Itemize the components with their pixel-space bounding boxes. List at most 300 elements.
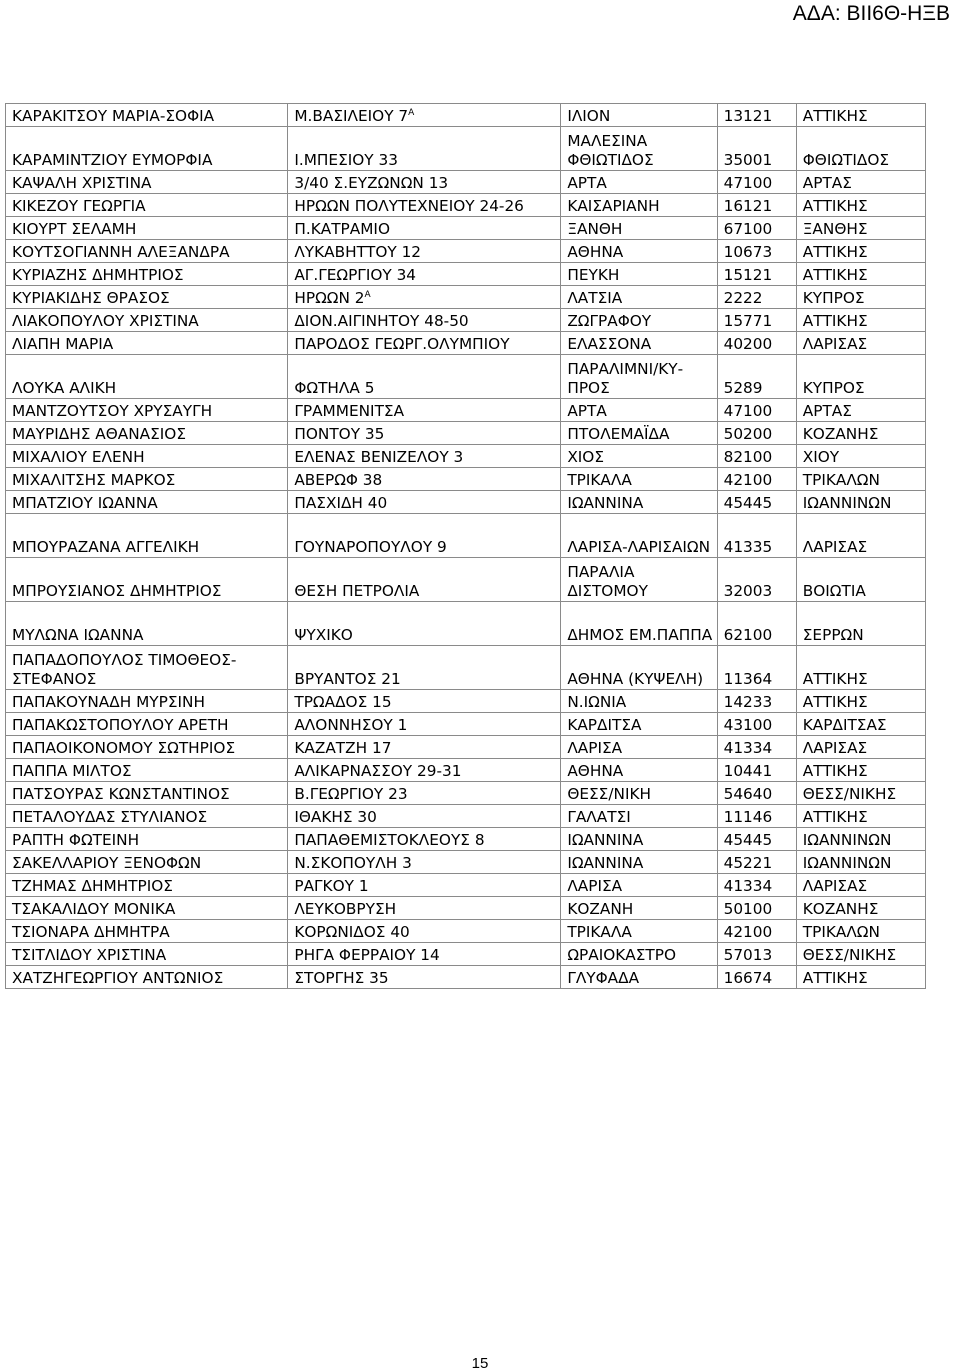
- name-cell: [6, 851, 288, 874]
- region-cell-text: ΘΕΣΣ/ΝΙΚΗΣ: [802, 946, 897, 964]
- city-cell-text: ΠΤΟΛΕΜΑΪΔΑ: [567, 425, 670, 443]
- table-row: [6, 736, 926, 759]
- zip-cell-text: 10673: [723, 243, 773, 261]
- region-cell-text: ΞΑΝΘΗΣ: [802, 220, 868, 238]
- name-cell-text: ΜΥΛΩΝΑ ΙΩΑΝΝΑ: [12, 626, 144, 644]
- address-cell: [288, 171, 561, 194]
- address-cell: [288, 104, 561, 127]
- region-cell-text: ΚΥΠΡΟΣ: [802, 289, 865, 307]
- table-row: [6, 558, 926, 602]
- region-cell-text: ΒΟΙΩΤΙΑ: [802, 582, 866, 600]
- region-cell: [796, 690, 925, 713]
- zip-cell: [717, 514, 796, 558]
- zip-cell: [717, 355, 796, 399]
- zip-cell-text: 15121: [723, 266, 773, 284]
- zip-cell-text: 42100: [723, 923, 773, 941]
- region-cell-text: ΛΑΡΙΣΑΣ: [802, 877, 868, 895]
- region-cell-text: ΤΡΙΚΑΛΩΝ: [802, 923, 880, 941]
- address-cell-text: Ι.ΜΠΕΣΙΟΥ 33: [294, 151, 398, 169]
- table-row: [6, 332, 926, 355]
- region-cell: [796, 920, 925, 943]
- address-cell: [288, 920, 561, 943]
- city-cell-text: ΚΑΙΣΑΡΙΑΝΗ: [567, 197, 660, 215]
- region-cell: [796, 874, 925, 897]
- address-cell-text: ΛΕΥΚΟΒΡΥΣΗ: [294, 900, 397, 918]
- city-cell: [561, 309, 717, 332]
- city-cell: [561, 240, 717, 263]
- table-row: [6, 713, 926, 736]
- region-cell: [796, 104, 925, 127]
- table-row: [6, 194, 926, 217]
- city-cell: [561, 736, 717, 759]
- city-cell-text: ΤΡΙΚΑΛΑ: [567, 471, 632, 489]
- city-cell: [561, 851, 717, 874]
- address-cell-text: ΓΟΥΝΑΡΟΠΟΥΛΟΥ 9: [294, 538, 447, 556]
- name-cell: [6, 943, 288, 966]
- name-cell-text: ΚΥΡΙΑΖΗΣ ΔΗΜΗΤΡΙΟΣ: [12, 266, 184, 284]
- table-row: [6, 445, 926, 468]
- address-cell-text: ΠΟΝΤΟΥ 35: [294, 425, 385, 443]
- region-cell-text: ΛΑΡΙΣΑΣ: [802, 335, 868, 353]
- table-row: [6, 514, 926, 558]
- zip-cell-text: 41334: [723, 877, 773, 895]
- region-cell-text: ΑΤΤΙΚΗΣ: [802, 243, 868, 261]
- zip-cell-text: 47100: [723, 402, 773, 420]
- address-cell-text: ΗΡΩΩΝ 2: [294, 289, 365, 307]
- name-cell: [6, 240, 288, 263]
- address-cell-text: ΑΒΕΡΩΦ 38: [294, 471, 383, 489]
- name-cell: [6, 263, 288, 286]
- address-cell-text: 3/40 Σ.ΕΥΖΩΝΩΝ 13: [294, 174, 449, 192]
- city-cell: [561, 104, 717, 127]
- zip-cell: [717, 194, 796, 217]
- address-cell: [288, 874, 561, 897]
- zip-cell-text: 41334: [723, 739, 773, 757]
- region-cell-text: ΑΤΤΙΚΗΣ: [802, 762, 868, 780]
- region-cell-text: ΑΤΤΙΚΗΣ: [802, 969, 868, 987]
- region-cell: [796, 966, 925, 989]
- roster-table: [5, 103, 926, 989]
- region-cell-text: ΙΩΑΝΝΙΝΩΝ: [802, 854, 892, 872]
- zip-cell-text: 45445: [723, 494, 773, 512]
- zip-cell: [717, 171, 796, 194]
- page-number: 15: [471, 1355, 489, 1372]
- zip-cell-text: 11146: [723, 808, 773, 826]
- region-cell-text: ΑΤΤΙΚΗΣ: [802, 670, 868, 688]
- zip-cell: [717, 263, 796, 286]
- name-cell: [6, 920, 288, 943]
- region-cell-text: ΙΩΑΝΝΙΝΩΝ: [802, 831, 892, 849]
- name-cell-text: ΛΙΑΚΟΠΟΥΛΟΥ ΧΡΙΣΤΙΝΑ: [12, 312, 199, 330]
- name-cell: [6, 399, 288, 422]
- city-cell: [561, 966, 717, 989]
- address-cell-text: ΣΤΟΡΓΗΣ 35: [294, 969, 389, 987]
- name-cell-text: ΠΑΠΑΔΟΠΟΥΛΟΣ ΤΙΜΟΘΕΟΣ-ΣΤΕΦΑΝΟΣ: [12, 651, 237, 688]
- name-cell: [6, 782, 288, 805]
- name-cell-text: ΚΑΡΑΚΙΤΣΟΥ ΜΑΡΙΑ-ΣΟΦΙΑ: [12, 107, 215, 125]
- table-row: [6, 897, 926, 920]
- name-cell: [6, 445, 288, 468]
- table-row: [6, 399, 926, 422]
- name-cell-text: ΠΑΠΑΚΩΣΤΟΠΟΥΛΟΥ ΑΡΕΤΗ: [12, 716, 229, 734]
- region-cell: [796, 759, 925, 782]
- name-cell: [6, 104, 288, 127]
- city-cell-text: ΕΛΑΣΣΟΝΑ: [567, 335, 652, 353]
- region-cell-text: ΛΑΡΙΣΑΣ: [802, 538, 868, 556]
- address-cell: [288, 422, 561, 445]
- region-cell: [796, 602, 925, 646]
- table-row: [6, 759, 926, 782]
- city-cell-text: ΚΑΡΔΙΤΣΑ: [567, 716, 642, 734]
- zip-cell: [717, 104, 796, 127]
- address-cell: [288, 355, 561, 399]
- zip-cell: [717, 445, 796, 468]
- zip-cell-text: 57013: [723, 946, 773, 964]
- region-cell: [796, 713, 925, 736]
- region-cell-text: ΑΡΤΑΣ: [802, 174, 852, 192]
- region-cell-text: ΙΩΑΝΝΙΝΩΝ: [802, 494, 892, 512]
- name-cell-text: ΠΕΤΑΛΟΥΔΑΣ ΣΤΥΛΙΑΝΟΣ: [12, 808, 208, 826]
- city-cell-text: ΙΩΑΝΝΙΝΑ: [567, 831, 644, 849]
- address-cell-text: Ν.ΣΚΟΠΟΥΛΗ 3: [294, 854, 412, 872]
- zip-cell-text: 14233: [723, 693, 773, 711]
- address-cell: [288, 782, 561, 805]
- city-cell-text: ΓΑΛΑΤΣΙ: [567, 808, 631, 826]
- name-cell-text: ΚΑΡΑΜΙΝΤΖΙΟΥ ΕΥΜΟΡΦΙΑ: [12, 151, 213, 169]
- name-cell-text: ΠΑΠΑΚΟΥΝΑΔΗ ΜΥΡΣΙΝΗ: [12, 693, 205, 711]
- city-cell-text: ΘΕΣΣ/ΝΙΚΗ: [567, 785, 651, 803]
- address-cell-text: ΑΛΙΚΑΡΝΑΣΣΟΥ 29-31: [294, 762, 462, 780]
- region-cell: [796, 468, 925, 491]
- region-cell-text: ΚΟΖΑΝΗΣ: [802, 900, 879, 918]
- region-cell: [796, 514, 925, 558]
- city-cell-text: ΞΑΝΘΗ: [567, 220, 623, 238]
- name-cell-text: ΠΑΤΣΟΥΡΑΣ ΚΩΝΣΤΑΝΤΙΝΟΣ: [12, 785, 230, 803]
- zip-cell-text: 43100: [723, 716, 773, 734]
- city-cell-text: ΛΑΡΙΣΑ: [567, 739, 623, 757]
- zip-cell: [717, 602, 796, 646]
- address-cell: [288, 514, 561, 558]
- city-cell: [561, 602, 717, 646]
- table-row: [6, 309, 926, 332]
- address-cell-text: ΘΕΣΗ ΠΕΤΡΟΛΙΑ: [294, 582, 420, 600]
- name-cell: [6, 558, 288, 602]
- region-cell: [796, 736, 925, 759]
- address-cell-text: ΔΙΟΝ.ΑΙΓΙΝΗΤΟΥ 48-50: [294, 312, 469, 330]
- table-row: [6, 920, 926, 943]
- city-cell-text: Ν.ΙΩΝΙΑ: [567, 693, 627, 711]
- address-cell-text: ΚΟΡΩΝΙΔΟΣ 40: [294, 923, 410, 941]
- city-cell: [561, 217, 717, 240]
- region-cell: [796, 286, 925, 309]
- region-cell: [796, 646, 925, 690]
- address-cell: [288, 127, 561, 171]
- city-cell: [561, 782, 717, 805]
- region-cell-text: ΑΤΤΙΚΗΣ: [802, 197, 868, 215]
- zip-cell: [717, 736, 796, 759]
- zip-cell-text: 16674: [723, 969, 773, 987]
- address-cell: [288, 309, 561, 332]
- city-cell-text: ΖΩΓΡΑΦΟΥ: [567, 312, 652, 330]
- address-cell: [288, 445, 561, 468]
- city-cell-text: ΔΗΜΟΣ ΕΜ.ΠΑΠΠΑ: [567, 626, 713, 644]
- city-cell-text: ΧΙΟΣ: [567, 448, 605, 466]
- address-cell: [288, 399, 561, 422]
- zip-cell: [717, 713, 796, 736]
- region-cell: [796, 828, 925, 851]
- name-cell-text: ΤΣΙΤΛΙΔΟΥ ΧΡΙΣΤΙΝΑ: [12, 946, 167, 964]
- region-cell: [796, 491, 925, 514]
- zip-cell-text: 54640: [723, 785, 773, 803]
- city-cell-text: ΛΑΡΙΣΑ-ΛΑΡΙΣΑΙΩΝ: [567, 538, 711, 556]
- region-cell: [796, 558, 925, 602]
- region-cell: [796, 782, 925, 805]
- zip-cell-text: 35001: [723, 151, 773, 169]
- region-cell: [796, 943, 925, 966]
- city-cell-text: ΙΛΙΟΝ: [567, 107, 611, 125]
- zip-cell-text: 47100: [723, 174, 773, 192]
- address-cell-text: ΒΡΥΑΝΤΟΣ 21: [294, 670, 401, 688]
- table-row: [6, 602, 926, 646]
- table-row: [6, 874, 926, 897]
- name-cell: [6, 332, 288, 355]
- city-cell-text: ΑΘΗΝΑ (ΚΥΨΕΛΗ): [567, 670, 704, 688]
- zip-cell-text: 10441: [723, 762, 773, 780]
- city-cell-text: ΑΡΤΑ: [567, 174, 607, 192]
- address-cell: [288, 602, 561, 646]
- region-cell: [796, 194, 925, 217]
- name-cell-text: ΤΣΙΟΝΑΡΑ ΔΗΜΗΤΡΑ: [12, 923, 170, 941]
- table-row: [6, 422, 926, 445]
- zip-cell: [717, 943, 796, 966]
- zip-cell: [717, 920, 796, 943]
- zip-cell-text: 50200: [723, 425, 773, 443]
- address-cell: [288, 690, 561, 713]
- zip-cell-text: 45445: [723, 831, 773, 849]
- name-cell-text: ΤΣΑΚΑΛΙΔΟΥ ΜΟΝΙΚΑ: [12, 900, 176, 918]
- address-cell: [288, 558, 561, 602]
- city-cell-text: ΓΛΥΦΑΔΑ: [567, 969, 640, 987]
- city-cell: [561, 355, 717, 399]
- name-cell: [6, 966, 288, 989]
- zip-cell-text: 45221: [723, 854, 773, 872]
- city-cell: [561, 759, 717, 782]
- city-cell: [561, 646, 717, 690]
- zip-cell: [717, 828, 796, 851]
- region-cell-text: ΑΤΤΙΚΗΣ: [802, 266, 868, 284]
- zip-cell-text: 11364: [723, 670, 773, 688]
- region-cell-text: ΧΙΟΥ: [802, 448, 840, 466]
- address-cell: [288, 828, 561, 851]
- name-cell-text: ΜΙΧΑΛΙΟΥ ΕΛΕΝΗ: [12, 448, 145, 466]
- name-cell-text: ΣΑΚΕΛΛΑΡΙΟΥ ΞΕΝΟΦΩΝ: [12, 854, 202, 872]
- table-row: [6, 263, 926, 286]
- region-cell: [796, 263, 925, 286]
- zip-cell-text: 2222: [723, 289, 763, 307]
- table-row: [6, 127, 926, 171]
- address-cell-text: ΠΑΡΟΔΟΣ ΓΕΩΡΓ.ΟΛΥΜΠΙΟΥ: [294, 335, 510, 353]
- address-cell: [288, 263, 561, 286]
- city-cell-text: ΛΑΤΣΙΑ: [567, 289, 623, 307]
- city-cell: [561, 399, 717, 422]
- city-cell-text: ΠΑΡΑΛΙΜΝΙ/ΚΥ-ΠΡΟΣ: [567, 360, 684, 397]
- name-cell: [6, 828, 288, 851]
- zip-cell-text: 50100: [723, 900, 773, 918]
- zip-cell-text: 40200: [723, 335, 773, 353]
- city-cell: [561, 690, 717, 713]
- name-cell-text: ΜΙΧΑΛΙΤΣΗΣ ΜΑΡΚΟΣ: [12, 471, 176, 489]
- address-cell-text: ΗΡΩΩΝ ΠΟΛΥΤΕΧΝΕΙΟΥ 24-26: [294, 197, 524, 215]
- zip-cell: [717, 966, 796, 989]
- name-cell-text: ΜΠΟΥΡΑΖΑΝΑ ΑΓΓΕΛΙΚΗ: [12, 538, 200, 556]
- city-cell-text: ΑΘΗΝΑ: [567, 762, 624, 780]
- zip-cell: [717, 805, 796, 828]
- region-cell-text: ΣΕΡΡΩΝ: [802, 626, 864, 644]
- region-cell: [796, 171, 925, 194]
- address-cell-text: ΠΑΠΑΘΕΜΙΣΤΟΚΛΕΟΥΣ 8: [294, 831, 485, 849]
- region-cell: [796, 127, 925, 171]
- name-cell-text: ΤΖΗΜΑΣ ΔΗΜΗΤΡΙΟΣ: [12, 877, 173, 895]
- city-cell-text: ΛΑΡΙΣΑ: [567, 877, 623, 895]
- name-cell-text: ΚΙΚΕΖΟΥ ΓΕΩΡΓΙΑ: [12, 197, 146, 215]
- zip-cell: [717, 127, 796, 171]
- name-cell-text: ΚΥΡΙΑΚΙΔΗΣ ΘΡΑΣΟΣ: [12, 289, 170, 307]
- address-cell: [288, 966, 561, 989]
- name-cell-text: ΚΙΟΥΡΤ ΣΕΛΑΜΗ: [12, 220, 137, 238]
- region-cell-text: ΑΤΤΙΚΗΣ: [802, 808, 868, 826]
- city-cell: [561, 171, 717, 194]
- name-cell-text: ΚΑΨΑΛΗ ΧΡΙΣΤΙΝΑ: [12, 174, 152, 192]
- address-cell: [288, 286, 561, 309]
- city-cell: [561, 920, 717, 943]
- region-cell: [796, 445, 925, 468]
- zip-cell-text: 32003: [723, 582, 773, 600]
- city-cell-text: ΑΡΤΑ: [567, 402, 607, 420]
- zip-cell-text: 42100: [723, 471, 773, 489]
- name-cell: [6, 194, 288, 217]
- zip-cell: [717, 332, 796, 355]
- region-cell-text: ΑΤΤΙΚΗΣ: [802, 312, 868, 330]
- name-cell-text: ΚΟΥΤΣΟΓΙΑΝΝΗ ΑΛΕΞΑΝΔΡΑ: [12, 243, 230, 261]
- region-cell: [796, 240, 925, 263]
- city-cell-text: ΚΟΖΑΝΗ: [567, 900, 634, 918]
- address-cell-text: ΑΛΟΝΝΗΣΟΥ 1: [294, 716, 408, 734]
- address-cell: [288, 759, 561, 782]
- address-cell-text: ΚΑΖΑΤΖΗ 17: [294, 739, 392, 757]
- address-cell-text: ΠΑΣΧΙΔΗ 40: [294, 494, 388, 512]
- address-cell-text: ΦΩΤΗΛΑ 5: [294, 379, 375, 397]
- city-cell-text: ΠΑΡΑΛΙΑ ΔΙΣΤΟΜΟΥ: [567, 563, 648, 600]
- region-cell: [796, 309, 925, 332]
- city-cell: [561, 713, 717, 736]
- name-cell: [6, 805, 288, 828]
- name-cell: [6, 422, 288, 445]
- zip-cell: [717, 217, 796, 240]
- table-row: [6, 491, 926, 514]
- city-cell: [561, 332, 717, 355]
- name-cell: [6, 468, 288, 491]
- region-cell-text: ΚΥΠΡΟΣ: [802, 379, 865, 397]
- address-superscript: Α: [364, 290, 371, 300]
- name-cell: [6, 713, 288, 736]
- name-cell: [6, 286, 288, 309]
- name-cell-text: ΧΑΤΖΗΓΕΩΡΓΙΟΥ ΑΝΤΩΝΙΟΣ: [12, 969, 224, 987]
- name-cell: [6, 690, 288, 713]
- name-cell: [6, 874, 288, 897]
- table-row: [6, 943, 926, 966]
- region-cell-text: ΑΡΤΑΣ: [802, 402, 852, 420]
- address-cell: [288, 646, 561, 690]
- name-cell: [6, 897, 288, 920]
- address-superscript: Α: [408, 108, 415, 118]
- zip-cell: [717, 240, 796, 263]
- address-cell-text: ΓΡΑΜΜΕΝΙΤΣΑ: [294, 402, 405, 420]
- region-cell: [796, 332, 925, 355]
- table-row: [6, 286, 926, 309]
- table-row: [6, 104, 926, 127]
- name-cell: [6, 491, 288, 514]
- address-cell: [288, 491, 561, 514]
- address-cell-text: Μ.ΒΑΣΙΛΕΙΟΥ 7: [294, 107, 409, 125]
- name-cell-text: ΜΠΑΤΖΙΟΥ ΙΩΑΝΝΑ: [12, 494, 158, 512]
- table-row: [6, 240, 926, 263]
- name-cell-text: ΡΑΠΤΗ ΦΩΤΕΙΝΗ: [12, 831, 140, 849]
- city-cell: [561, 194, 717, 217]
- zip-cell: [717, 468, 796, 491]
- region-cell: [796, 897, 925, 920]
- address-cell: [288, 736, 561, 759]
- city-cell: [561, 422, 717, 445]
- name-cell: [6, 355, 288, 399]
- city-cell: [561, 943, 717, 966]
- region-cell: [796, 399, 925, 422]
- city-cell-text: ΤΡΙΚΑΛΑ: [567, 923, 632, 941]
- name-cell: [6, 736, 288, 759]
- region-cell-text: ΚΟΖΑΝΗΣ: [802, 425, 879, 443]
- table-row: [6, 782, 926, 805]
- region-cell: [796, 217, 925, 240]
- region-cell-text: ΦΘΙΩΤΙΔΟΣ: [802, 151, 890, 169]
- city-cell: [561, 897, 717, 920]
- address-cell-text: ΨΥΧΙΚΟ: [294, 626, 353, 644]
- city-cell-text: ΙΩΑΝΝΙΝΑ: [567, 494, 644, 512]
- city-cell: [561, 286, 717, 309]
- zip-cell: [717, 759, 796, 782]
- address-cell: [288, 194, 561, 217]
- address-cell: [288, 713, 561, 736]
- table-row: [6, 646, 926, 690]
- zip-cell: [717, 646, 796, 690]
- name-cell-text: ΜΑΝΤΖΟΥΤΣΟΥ ΧΡΥΣΑΥΓΗ: [12, 402, 213, 420]
- zip-cell: [717, 399, 796, 422]
- name-cell: [6, 514, 288, 558]
- name-cell-text: ΜΠΡΟΥΣΙΑΝΟΣ ΔΗΜΗΤΡΙΟΣ: [12, 582, 222, 600]
- city-cell: [561, 468, 717, 491]
- name-cell: [6, 171, 288, 194]
- city-cell: [561, 828, 717, 851]
- address-cell: [288, 943, 561, 966]
- name-cell: [6, 759, 288, 782]
- zip-cell-text: 13121: [723, 107, 773, 125]
- address-cell-text: Β.ΓΕΩΡΓΙΟΥ 23: [294, 785, 408, 803]
- address-cell: [288, 332, 561, 355]
- address-cell: [288, 805, 561, 828]
- address-cell: [288, 897, 561, 920]
- table-row: [6, 805, 926, 828]
- table-row: [6, 468, 926, 491]
- zip-cell: [717, 558, 796, 602]
- zip-cell-text: 16121: [723, 197, 773, 215]
